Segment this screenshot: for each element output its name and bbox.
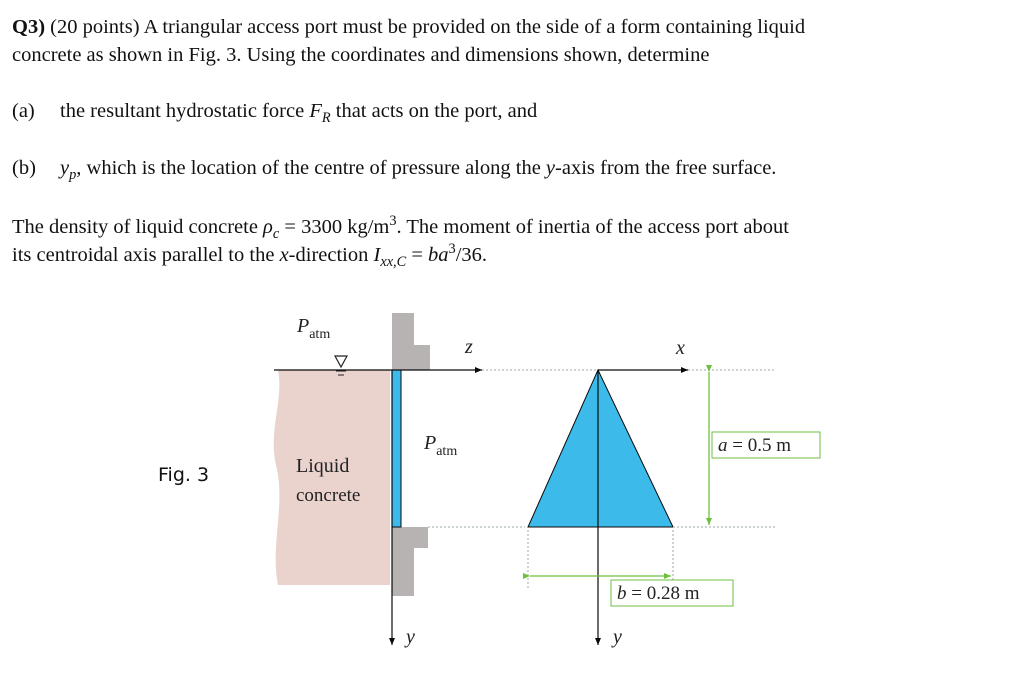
- part-b-label: (b): [12, 157, 36, 179]
- z-axis-label: z: [465, 336, 473, 358]
- concrete-region: [274, 370, 390, 585]
- part-a: (a) the resultant hydrostatic force $F_R$ that acts on the port, and: [12, 100, 538, 127]
- dimension-b-label: b = 0.28 m: [617, 583, 700, 604]
- dimension-a-label: a = 0.5 m: [718, 435, 791, 456]
- patm-label-outside: Patm: [424, 432, 458, 459]
- x-axis-label: x: [676, 337, 685, 359]
- concrete-label: concrete: [296, 485, 361, 506]
- question-points: (20 points): [50, 16, 140, 38]
- given-line-1: The density of liquid concrete $\rho_c = 3300$ $kg/m^3$. The moment of inertia of the access port about: [12, 213, 789, 243]
- question-tag: Q3): [12, 16, 46, 38]
- patm-label-liquid: Patm: [297, 315, 331, 342]
- y-axis-left-label: y: [406, 626, 415, 648]
- y-axis-right-label: y: [613, 626, 622, 648]
- liquid-label: Liquid: [296, 455, 350, 477]
- part-b: (b) $y_p$, which is the location of the centre of pressure along the y-axis from the free surface.: [12, 157, 777, 184]
- question-intro: A triangular access port must be provided on the side of a form containing liquid: [143, 16, 806, 38]
- triangular-port: [528, 370, 673, 527]
- form-wall-upper: [392, 313, 430, 370]
- question-line-2: concrete as shown in Fig. 3. Using the coordinates and dimensions shown, determine: [12, 44, 710, 66]
- form-wall-lower: [392, 527, 428, 596]
- port-side-view: [392, 370, 401, 527]
- figure-caption: Fig. 3: [158, 464, 210, 486]
- given-line-2: its centroidal axis parallel to the x-direction $I_{xx,C} = ba^3/36$.: [12, 241, 488, 271]
- part-a-label: (a): [12, 100, 35, 122]
